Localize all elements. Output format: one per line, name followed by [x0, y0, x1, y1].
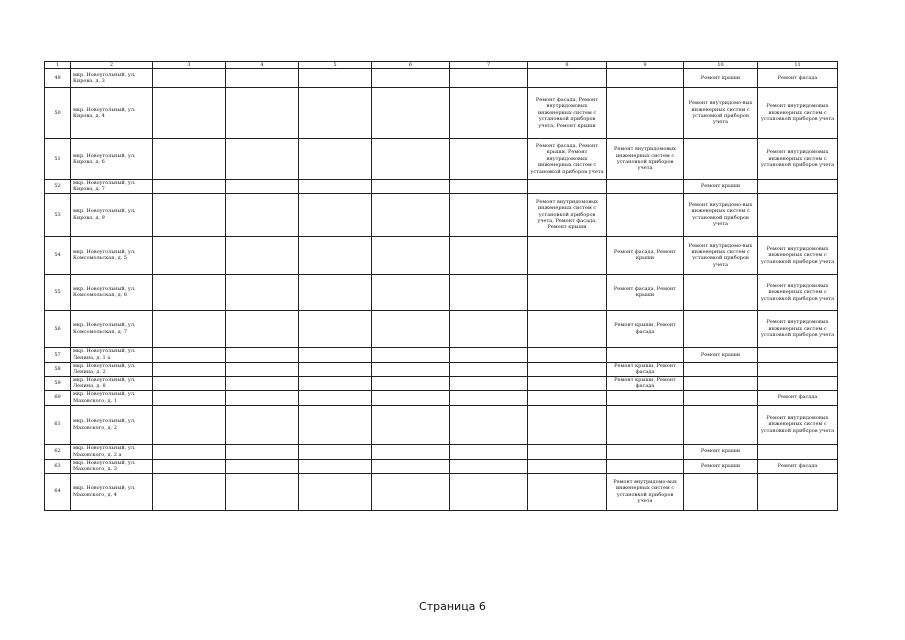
repair-schedule-table — [44, 61, 838, 511]
empty-cell — [226, 405, 299, 444]
empty-cell — [153, 193, 226, 236]
work-cell: Ремонт фасада, Ремонт внутридомовых инженерных систем с установкой приборов учета, Ремонт крыши — [528, 88, 607, 139]
empty-cell — [528, 69, 607, 88]
empty-cell — [153, 236, 226, 274]
empty-cell — [528, 390, 607, 405]
work-cell: Ремонт внутридомовых инженерных систем с установкой приборов учета — [758, 139, 838, 180]
row-number: 49 — [45, 69, 71, 88]
empty-cell — [450, 193, 528, 236]
empty-cell — [226, 459, 299, 473]
table-row — [45, 405, 838, 444]
empty-cell — [226, 193, 299, 236]
row-number: 53 — [45, 193, 71, 236]
row-number: 51 — [45, 139, 71, 180]
empty-cell — [299, 362, 372, 376]
empty-cell — [684, 139, 758, 180]
empty-cell — [226, 180, 299, 194]
empty-cell — [226, 139, 299, 180]
address-cell: мкр. Новоугольный, ул. Комсомольская, д. 5 — [71, 236, 153, 274]
empty-cell — [372, 390, 450, 405]
empty-cell — [226, 236, 299, 274]
empty-cell — [226, 88, 299, 139]
column-number-header: 7 — [450, 62, 528, 69]
column-number-header: 6 — [372, 62, 450, 69]
empty-cell — [299, 310, 372, 347]
empty-cell — [226, 362, 299, 376]
column-number-header: 9 — [607, 62, 684, 69]
empty-cell — [758, 180, 838, 194]
empty-cell — [299, 180, 372, 194]
table-row — [45, 236, 838, 274]
empty-cell — [758, 444, 838, 459]
address-cell: мкр. Новоугольный, ул. Ленина, д. 1 а — [71, 347, 153, 362]
empty-cell — [528, 376, 607, 390]
empty-cell — [607, 180, 684, 194]
empty-cell — [372, 376, 450, 390]
empty-cell — [153, 139, 226, 180]
empty-cell — [528, 473, 607, 510]
row-number: 52 — [45, 180, 71, 194]
empty-cell — [450, 444, 528, 459]
table-row — [45, 444, 838, 459]
empty-cell — [226, 274, 299, 310]
row-number: 62 — [45, 444, 71, 459]
table-row — [45, 376, 838, 390]
row-number: 56 — [45, 310, 71, 347]
address-cell: мкр. Новоугольный, ул. Комсомольская, д. 7 — [71, 310, 153, 347]
empty-cell — [153, 405, 226, 444]
empty-cell — [758, 362, 838, 376]
empty-cell — [684, 405, 758, 444]
address-cell: мкр. Новоугольный, ул. Маховского, д. 2 а — [71, 444, 153, 459]
empty-cell — [528, 362, 607, 376]
column-number-header: 5 — [299, 62, 372, 69]
work-cell: Ремонт фасада — [758, 459, 838, 473]
table-row — [45, 69, 838, 88]
empty-cell — [607, 444, 684, 459]
empty-cell — [299, 347, 372, 362]
empty-cell — [450, 362, 528, 376]
empty-cell — [153, 362, 226, 376]
empty-cell — [607, 347, 684, 362]
empty-cell — [450, 88, 528, 139]
row-number: 55 — [45, 274, 71, 310]
empty-cell — [758, 376, 838, 390]
empty-cell — [607, 88, 684, 139]
empty-cell — [372, 310, 450, 347]
empty-cell — [153, 69, 226, 88]
empty-cell — [684, 376, 758, 390]
empty-cell — [372, 405, 450, 444]
work-cell: Ремонт крыши — [684, 69, 758, 88]
address-cell: мкр. Новоугольный, ул. Кирова, д. 3 — [71, 69, 153, 88]
work-cell: Ремонт фасада, Ремонт крыши — [607, 274, 684, 310]
empty-cell — [607, 459, 684, 473]
empty-cell — [372, 236, 450, 274]
empty-cell — [153, 180, 226, 194]
empty-cell — [226, 390, 299, 405]
empty-cell — [226, 444, 299, 459]
empty-cell — [450, 390, 528, 405]
empty-cell — [372, 459, 450, 473]
address-cell: мкр. Новоугольный, ул. Кирова, д. 6 — [71, 139, 153, 180]
empty-cell — [372, 274, 450, 310]
empty-cell — [299, 236, 372, 274]
empty-cell — [153, 274, 226, 310]
empty-cell — [153, 444, 226, 459]
empty-cell — [450, 310, 528, 347]
empty-cell — [372, 88, 450, 139]
row-number: 63 — [45, 459, 71, 473]
work-cell: Ремонт фасада, Ремонт крыши, Ремонт внутридомовых инженерных систем с установкой приборов учета — [528, 139, 607, 180]
work-cell: Ремонт крыши, Ремонт фасада — [607, 310, 684, 347]
table-row — [45, 274, 838, 310]
empty-cell — [528, 405, 607, 444]
column-number-header: 1 — [45, 62, 71, 69]
empty-cell — [372, 193, 450, 236]
empty-cell — [450, 473, 528, 510]
empty-cell — [372, 473, 450, 510]
address-cell: мкр. Новоугольный, ул. Кирова, д. 4 — [71, 88, 153, 139]
empty-cell — [684, 390, 758, 405]
work-cell: Ремонт внутридомо-вых инженерных систем с установкой приборов учета — [684, 88, 758, 139]
work-cell: Ремонт фасада, Ремонт крыши — [607, 236, 684, 274]
work-cell: Ремонт внутридомовых инженерных систем с установкой приборов учета — [758, 310, 838, 347]
column-number-header: 8 — [528, 62, 607, 69]
empty-cell — [299, 139, 372, 180]
work-cell: Ремонт крыши — [684, 459, 758, 473]
empty-cell — [528, 236, 607, 274]
address-cell: мкр. Новоугольный, ул. Кирова, д. 9 — [71, 193, 153, 236]
table-row — [45, 459, 838, 473]
table-row — [45, 180, 838, 194]
address-cell: мкр. Новоугольный, ул. Маховского, д. 2 — [71, 405, 153, 444]
row-number: 60 — [45, 390, 71, 405]
empty-cell — [450, 347, 528, 362]
work-cell: Ремонт внутридомовых инженерных систем с установкой приборов учета — [758, 88, 838, 139]
empty-cell — [528, 459, 607, 473]
empty-cell — [684, 310, 758, 347]
column-number-header: 2 — [71, 62, 153, 69]
empty-cell — [372, 444, 450, 459]
row-number: 64 — [45, 473, 71, 510]
empty-cell — [299, 473, 372, 510]
empty-cell — [153, 310, 226, 347]
column-number-header: 4 — [226, 62, 299, 69]
row-number: 58 — [45, 362, 71, 376]
header-row — [45, 62, 838, 69]
empty-cell — [450, 69, 528, 88]
row-number: 61 — [45, 405, 71, 444]
table-row — [45, 139, 838, 180]
work-cell: Ремонт внутридомовых инженерных систем с установкой приборов учета — [607, 139, 684, 180]
work-cell: Ремонт крыши — [684, 180, 758, 194]
empty-cell — [450, 376, 528, 390]
empty-cell — [299, 193, 372, 236]
table-row — [45, 473, 838, 510]
table-row — [45, 193, 838, 236]
address-cell: мкр. Новоугольный, ул. Комсомольская, д. 6 — [71, 274, 153, 310]
empty-cell — [153, 473, 226, 510]
empty-cell — [607, 193, 684, 236]
address-cell: мкр. Новоугольный, ул. Маховского, д. 3 — [71, 459, 153, 473]
empty-cell — [153, 347, 226, 362]
page-footer: Страница 6 — [419, 600, 486, 613]
work-cell: Ремонт внутридомо-вых инженерных систем с установкой приборов учета — [684, 193, 758, 236]
table-row — [45, 88, 838, 139]
work-cell: Ремонт внутридомовых инженерных систем с установкой приборов учета, Ремонт фасада, Ремонт крыши — [528, 193, 607, 236]
empty-cell — [684, 473, 758, 510]
empty-cell — [299, 376, 372, 390]
empty-cell — [153, 376, 226, 390]
row-number: 54 — [45, 236, 71, 274]
empty-cell — [450, 459, 528, 473]
table-row — [45, 347, 838, 362]
empty-cell — [299, 390, 372, 405]
empty-cell — [299, 459, 372, 473]
empty-cell — [226, 376, 299, 390]
address-cell: мкр. Новоугольный, ул. Кирова, д. 7 — [71, 180, 153, 194]
empty-cell — [299, 88, 372, 139]
empty-cell — [528, 180, 607, 194]
empty-cell — [450, 180, 528, 194]
table-row — [45, 310, 838, 347]
empty-cell — [299, 69, 372, 88]
work-cell: Ремонт внутридомо-вых инженерных систем с установкой приборов учета — [607, 473, 684, 510]
empty-cell — [450, 236, 528, 274]
address-cell: мкр. Новоугольный, ул. Ленина, д. 2 — [71, 362, 153, 376]
work-cell: Ремонт внутридомо-вых инженерных систем с установкой приборов учета — [684, 236, 758, 274]
column-number-header: 3 — [153, 62, 226, 69]
empty-cell — [372, 347, 450, 362]
work-cell: Ремонт фасада — [758, 390, 838, 405]
empty-cell — [153, 390, 226, 405]
work-cell: Ремонт фасада — [758, 69, 838, 88]
work-cell: Ремонт внутридомовых инженерных систем с установкой приборов учета — [758, 274, 838, 310]
empty-cell — [684, 362, 758, 376]
work-cell: Ремонт крыши — [684, 347, 758, 362]
empty-cell — [226, 473, 299, 510]
work-cell: Ремонт внутридомовых инженерных систем с установкой приборов учета — [758, 405, 838, 444]
empty-cell — [153, 459, 226, 473]
row-number: 50 — [45, 88, 71, 139]
empty-cell — [450, 274, 528, 310]
empty-cell — [299, 405, 372, 444]
empty-cell — [299, 444, 372, 459]
empty-cell — [528, 444, 607, 459]
empty-cell — [758, 193, 838, 236]
empty-cell — [528, 310, 607, 347]
address-cell: мкр. Новоугольный, ул. Маховского, д. 4 — [71, 473, 153, 510]
table-row — [45, 362, 838, 376]
empty-cell — [528, 274, 607, 310]
empty-cell — [450, 405, 528, 444]
empty-cell — [372, 139, 450, 180]
empty-cell — [607, 390, 684, 405]
empty-cell — [299, 274, 372, 310]
row-number: 59 — [45, 376, 71, 390]
empty-cell — [684, 274, 758, 310]
address-cell: мкр. Новоугольный, ул. Маховского, д. 1 — [71, 390, 153, 405]
empty-cell — [450, 139, 528, 180]
work-cell: Ремонт внутридомовых инженерных систем с установкой приборов учета — [758, 236, 838, 274]
empty-cell — [226, 69, 299, 88]
empty-cell — [607, 405, 684, 444]
empty-cell — [607, 69, 684, 88]
empty-cell — [153, 88, 226, 139]
empty-cell — [372, 69, 450, 88]
address-cell: мкр. Новоугольный, ул. Ленина, д. 8 — [71, 376, 153, 390]
work-cell: Ремонт крыши — [684, 444, 758, 459]
work-cell: Ремонт крыши, Ремонт фасада — [607, 362, 684, 376]
row-number: 57 — [45, 347, 71, 362]
empty-cell — [372, 362, 450, 376]
empty-cell — [758, 347, 838, 362]
empty-cell — [226, 310, 299, 347]
empty-cell — [758, 473, 838, 510]
empty-cell — [372, 180, 450, 194]
work-cell: Ремонт крыши, Ремонт фасада — [607, 376, 684, 390]
empty-cell — [528, 347, 607, 362]
empty-cell — [226, 347, 299, 362]
column-number-header: 11 — [758, 62, 838, 69]
column-number-header: 10 — [684, 62, 758, 69]
table-row — [45, 390, 838, 405]
